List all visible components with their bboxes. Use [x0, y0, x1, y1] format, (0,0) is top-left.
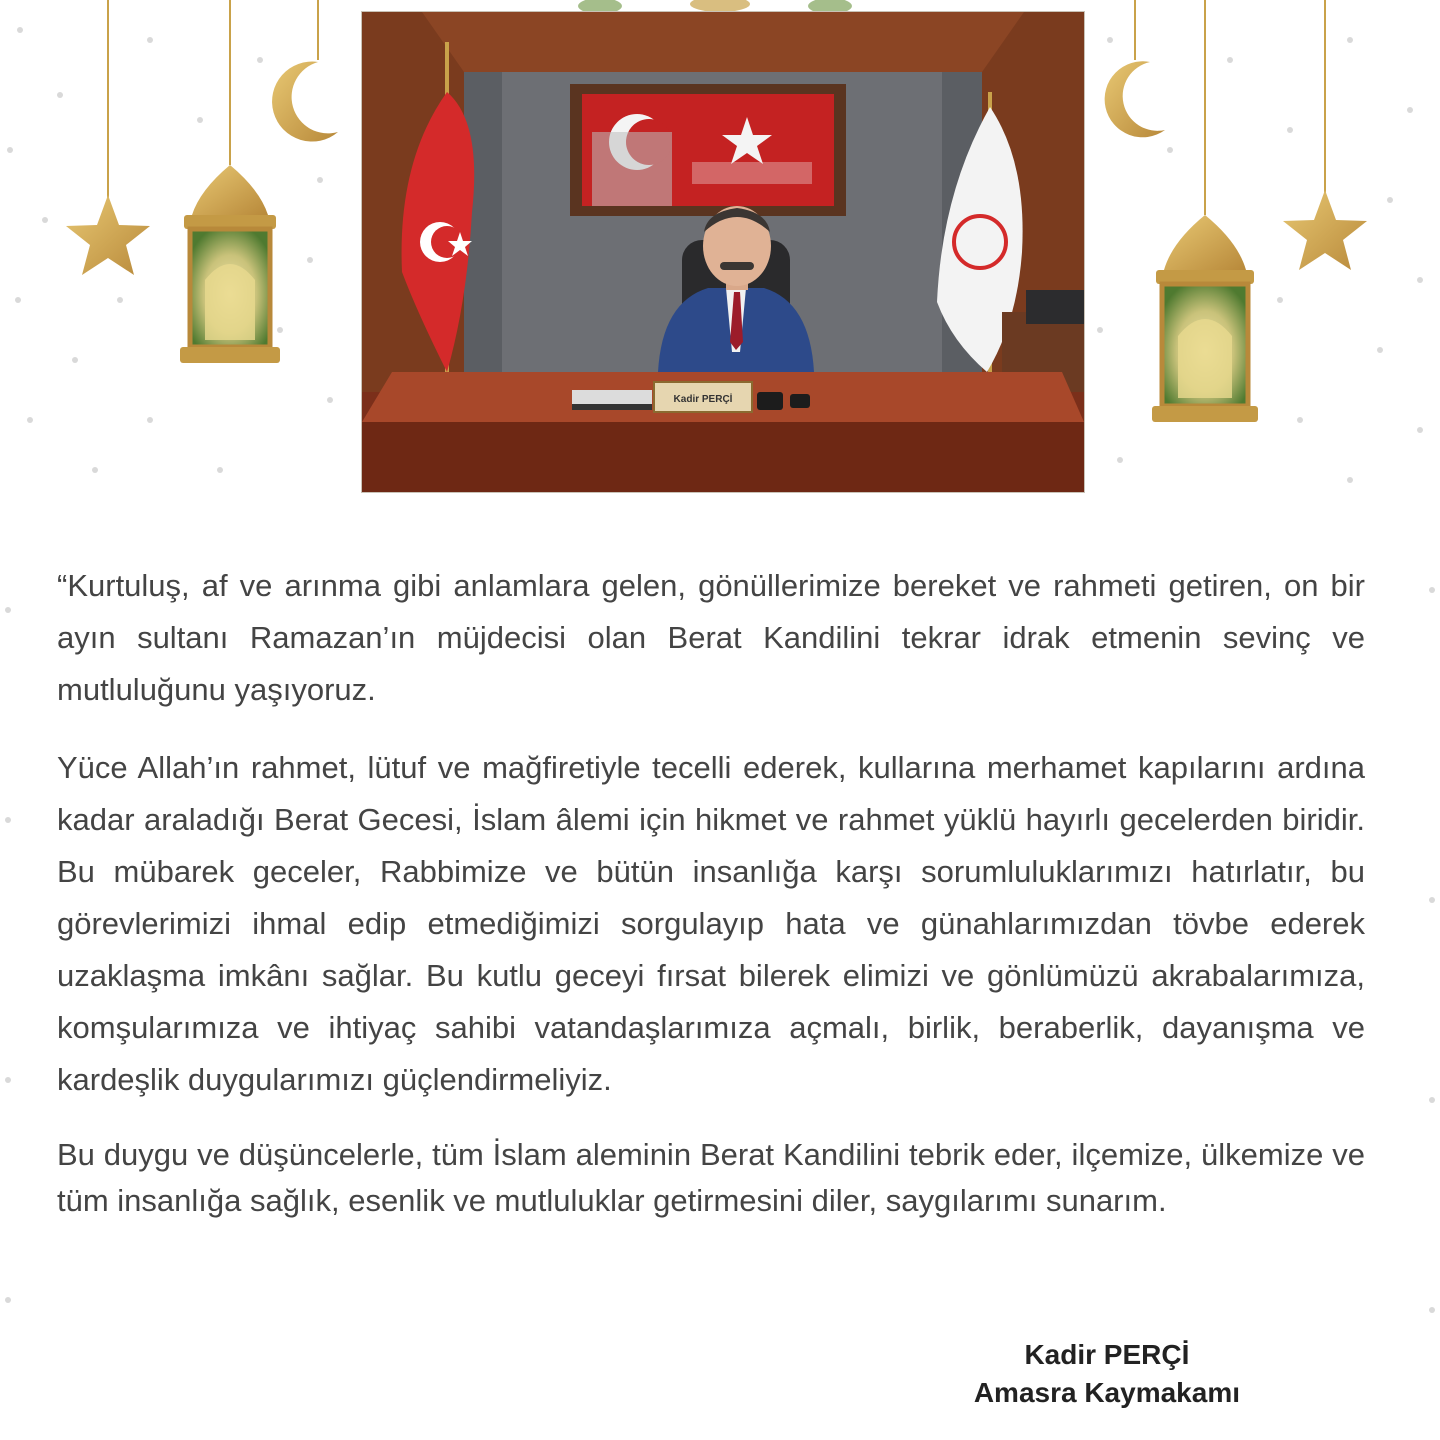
signature-block	[974, 1336, 1240, 1412]
signatory-name: Kadir PERÇİ	[1024, 1339, 1190, 1370]
star-icon	[66, 195, 150, 275]
crescent-icon	[272, 62, 338, 142]
greeting-message	[57, 560, 1365, 1250]
message-paragraph-1: “Kurtuluş, af ve arınma gibi anlamlara gelen, gönüllerimize bereket ve rahmeti getiren, on bir ayın sultanı Ramazan’ın müjdecisi olan Berat Kandilini tekrar idrak etmenin sevinç ve mutluluğunu yaşıyoruz.	[57, 568, 1365, 707]
message-paragraph-3: Bu duygu ve düşüncelerle, tüm İslam aleminin Berat Kandilini tebrik eder, ilçemize, ülkemize ve tüm insanlığa sağlık, esenlik ve mutluluklar getirmesini diler, saygılarımı sunarım.	[57, 1137, 1365, 1218]
crescent-icon	[1105, 61, 1165, 137]
star-icon	[1283, 190, 1367, 270]
signatory-title: Amasra Kaymakamı	[973, 1377, 1240, 1408]
ataturk-portrait-frame	[570, 84, 846, 216]
official-photo	[362, 12, 1084, 492]
lantern-icon	[180, 165, 280, 363]
desk-nameplate: Kadir PERÇİ	[673, 394, 733, 405]
message-paragraph-2: Yüce Allah’ın rahmet, lütuf ve mağfiretiyle tecelli ederek, kullarına merhamet kapılarını ardına kadar araladığı Berat Gecesi, İslam âlemi için hikmet ve rahmet yüklü hayırlı gecelerden biridir. Bu mübarek geceler, Rabbimize ve bütün insanlığa karşı sorumluluklarımızı hatırlatır, bu görevlerimizi ihmal edip etmediğimizi sorgulayıp hata ve günahlarımızdan tövbe ederek uzaklaşma imkânı sağlar. Bu kutlu geceyi fırsat bilerek elimizi ve gönlümüzü akrabalarımıza, komşularımıza ve ihtiyaç sahibi vatandaşlarımıza açmalı, birlik, beraberlik, dayanışma ve kardeşlik duygularımızı güçlendirmeliyiz.	[57, 750, 1365, 1097]
lantern-icon	[1152, 215, 1258, 422]
